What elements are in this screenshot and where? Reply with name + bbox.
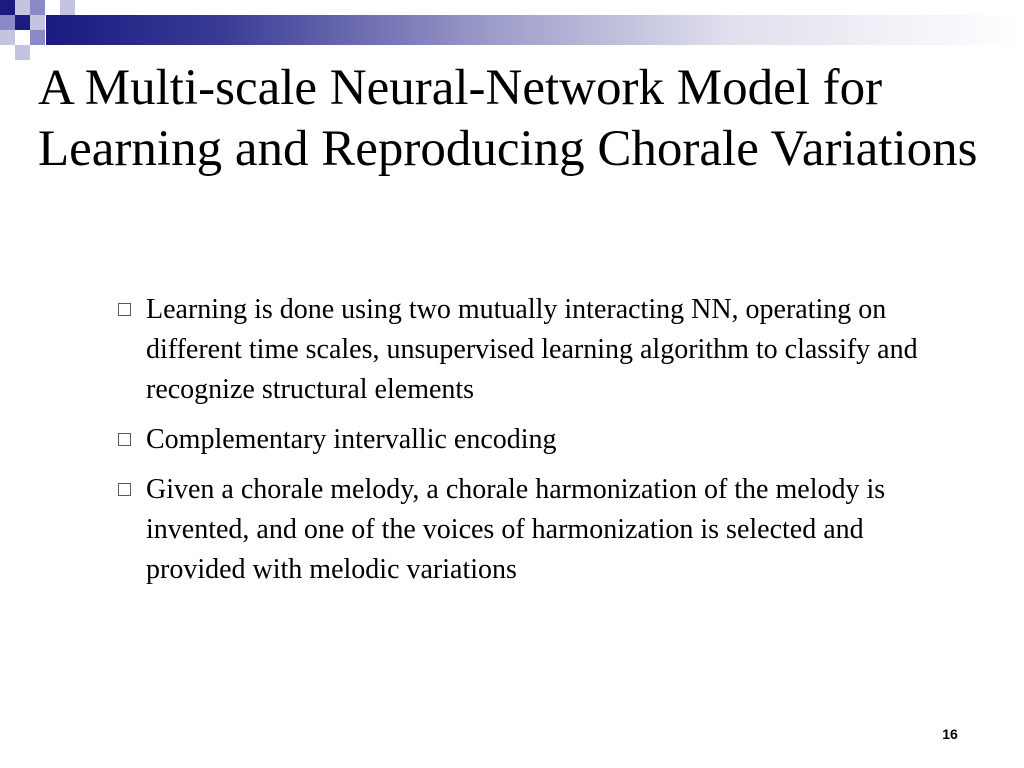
- bullet-item: [116, 470, 956, 590]
- bullet-text: Given a chorale melody, a chorale harmonization of the melody is invented, and one of the voices of harmonization is selected and provided with melodic variations: [146, 474, 886, 585]
- bullet-text: Learning is done using two mutually interacting NN, operating on different time scales, unsupervised learning algorithm to classify and recognize structural elements: [146, 294, 918, 405]
- header-gradient-bar: [46, 15, 1024, 45]
- bullet-list: [116, 290, 956, 600]
- hollow-square-icon: [118, 483, 131, 496]
- page-number: 16: [942, 726, 958, 742]
- deco-square: [30, 0, 45, 15]
- deco-square: [0, 0, 15, 15]
- slide-title: A Multi-scale Neural-Network Model for Learning and Reproducing Chorale Variations: [38, 60, 978, 177]
- deco-square: [30, 15, 45, 30]
- hollow-square-icon: [118, 433, 131, 446]
- bullet-item: [116, 420, 956, 460]
- bullet-text: Complementary intervallic encoding: [146, 424, 557, 455]
- deco-square: [0, 30, 15, 45]
- deco-square: [30, 30, 45, 45]
- hollow-square-icon: [118, 303, 131, 316]
- deco-square: [0, 15, 15, 30]
- deco-square: [15, 45, 30, 60]
- bullet-item: [116, 290, 956, 410]
- deco-square: [15, 15, 30, 30]
- deco-square: [15, 0, 30, 15]
- deco-square: [60, 0, 75, 15]
- header-squares-decoration: [0, 0, 80, 60]
